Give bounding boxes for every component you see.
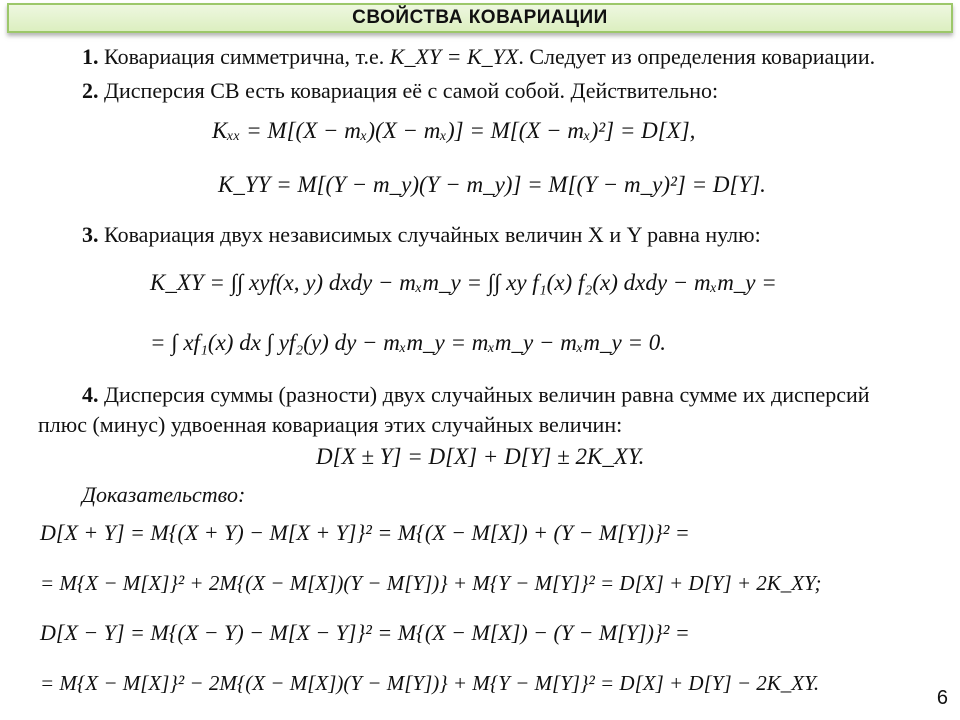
proof-line-1: D[X + Y] = M{(X + Y) − M[X + Y]}² = M{(X − M[X]) + (Y − M[Y])}² = xyxy=(40,520,690,545)
proof-line-4: = M{X − M[X]}² − 2M{(X − M[X])(Y − M[Y])} + M{Y − M[Y]}² = D[X] + D[Y] − 2K_XY. xyxy=(40,671,820,695)
property-3 xyxy=(82,222,761,248)
slide-title-bar xyxy=(7,3,953,33)
property-2-text: Дисперсия СВ есть ковариация её с самой собой. Действительно: xyxy=(104,78,719,103)
page-number: 6 xyxy=(936,687,948,709)
property-3-text: Ковариация двух независимых случайных величин X и Y равна нулю: xyxy=(104,222,761,247)
property-1-text-end: . Следует из определения ковариации. xyxy=(518,44,876,69)
property-2-number: 2. xyxy=(82,78,99,103)
property-2 xyxy=(82,78,718,104)
formula-kyy: K_YY = M[(Y − m_y)(Y − m_y)] = M[(Y − m_y)²] = D[Y]. xyxy=(218,172,766,197)
property-3-number: 3. xyxy=(82,222,99,247)
formula-dispersion-sum: D[X ± Y] = D[X] + D[Y] ± 2K_XY. xyxy=(316,444,645,469)
proof-label: Доказательство: xyxy=(82,482,246,507)
proof-line-2: = M{X − M[X]}² + 2M{(X − M[X])(Y − M[Y])} + M{Y − M[Y]}² = D[X] + D[Y] + 2K_XY; xyxy=(40,571,822,595)
formula-kxy-line1: K_XY = ∫∫ xyf(x, y) dxdy − mₓm_y = ∫∫ xy f₁(x) f₂(x) dxdy − mₓm_y = xyxy=(150,270,777,295)
formula-kxx: Kₓₓ = M[(X − mₓ)(X − mₓ)] = M[(X − mₓ)²] = D[X], xyxy=(212,118,696,143)
property-1-text: Ковариация симметрична, т.е. xyxy=(104,44,385,69)
property-4-number: 4. xyxy=(82,382,99,407)
property-1-formula: K_XY = K_YX xyxy=(389,44,519,69)
property-4 xyxy=(82,382,870,408)
property-1-number: 1. xyxy=(82,44,99,69)
slide-title: СВОЙСТВА КОВАРИАЦИИ xyxy=(352,7,608,28)
property-4-text: Дисперсия суммы (разности) двух случайных величин равна сумме их дисперсий xyxy=(104,382,870,407)
property-1 xyxy=(82,44,875,70)
proof-line-3: D[X − Y] = M{(X − Y) − M[X − Y]}² = M{(X − M[X]) − (Y − M[Y])}² = xyxy=(40,620,690,645)
formula-kxy-line2: = ∫ xf₁(x) dx ∫ yf₂(y) dy − mₓm_y = mₓm_y − mₓm_y = 0. xyxy=(150,330,667,355)
property-4-continuation: плюс (минус) удвоенная ковариация этих случайных величин: xyxy=(38,412,623,437)
